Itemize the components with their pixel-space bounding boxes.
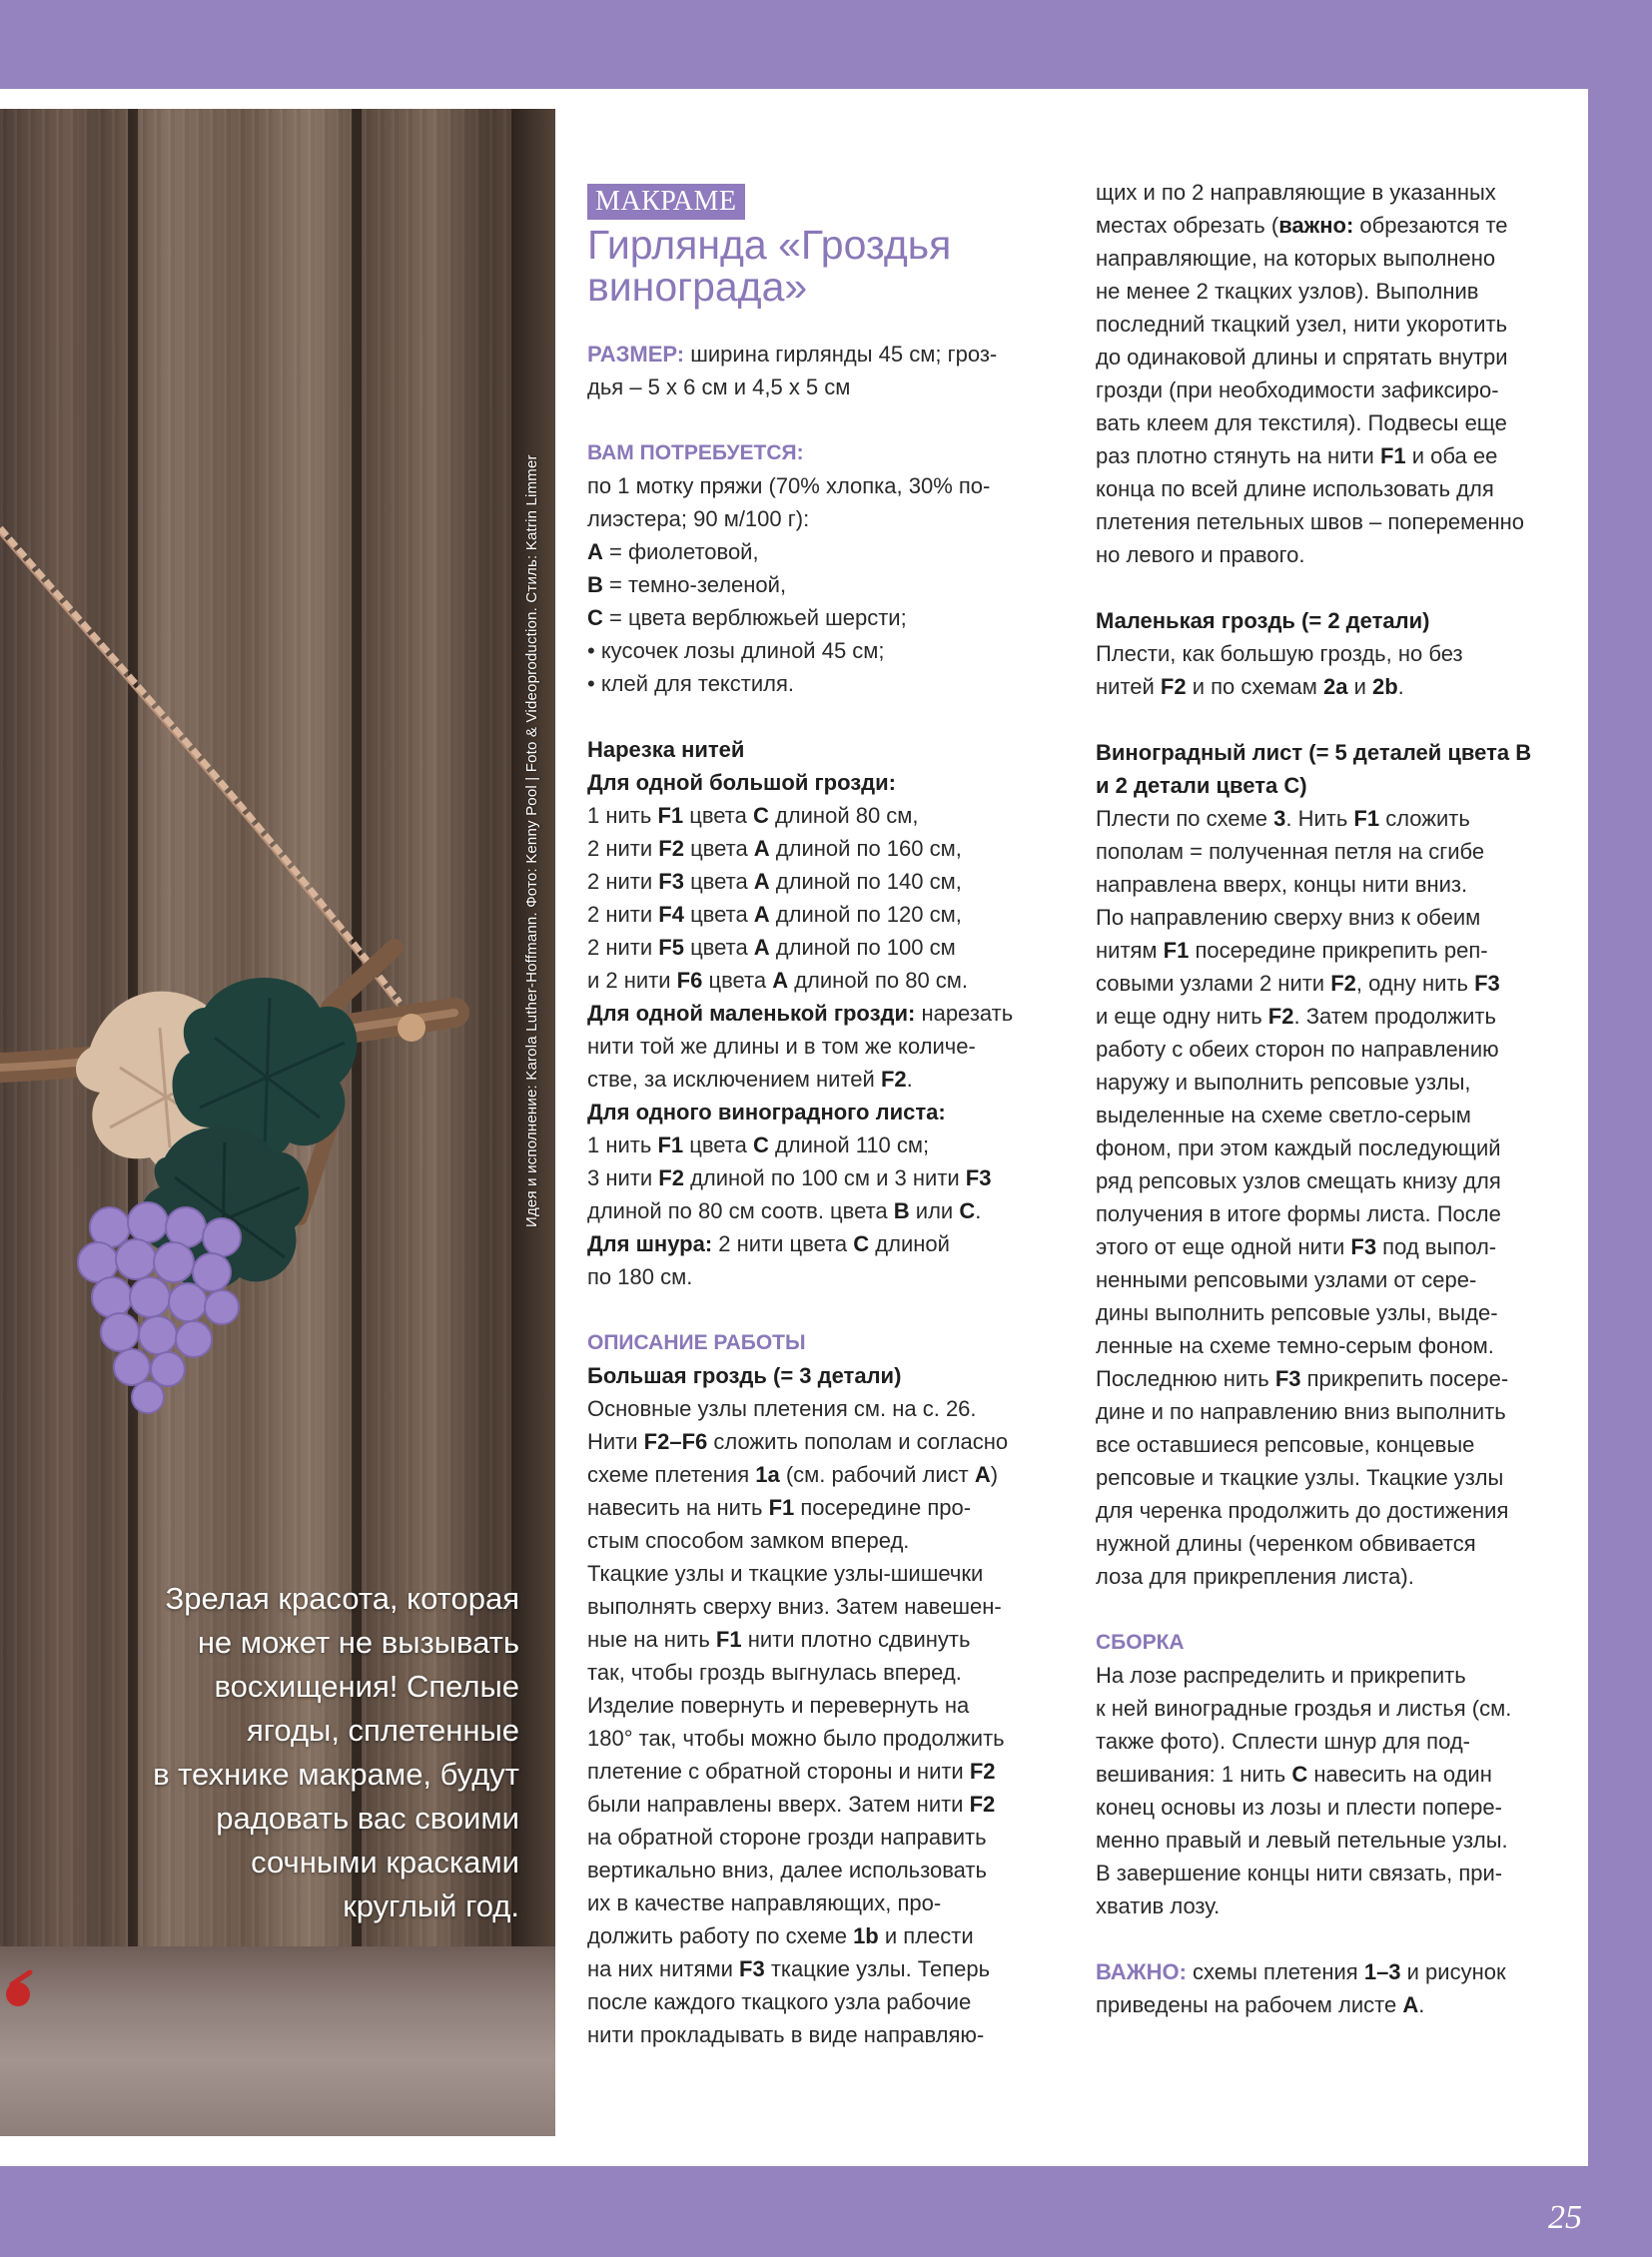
color-item: B = темно-зеленой, [587,572,787,597]
magazine-page [0,89,1588,2166]
thread-line: 2 нити F4 цвета A длиной по 120 см, [587,902,962,927]
color-item: C = цвета верблюжьей шерсти; [587,605,907,630]
important-note: ВАЖНО: схемы плетения 1–3 и рисунок [1096,1959,1506,1984]
product-photo: Зрелая красота, которая не может не вызывать восхищения! Спелые ягоды, сплетенные в технике макраме, будут радовать вас своими сочными красками круглый год. Идея и исполнение: Karola Luther-Hoffmann. Фото: Kenny Pool | Fotо & Videoproduction. Стиль: Katrin Limmer [0,109,555,2136]
red-bead [6,1982,30,2006]
leaf-heading: Виноградный лист (= 5 деталей цвета B [1096,740,1532,765]
color-item: A = фиолетовой, [587,539,759,564]
thread-line: 2 нити F2 цвета A длиной по 160 см, [587,836,962,861]
assembly-heading: СБОРКА [1096,1631,1185,1654]
text-column-left: МАКРАМЕ Гирлянда «Гроздья винограда» РАЗМЕР: ширина гирлянды 45 см; гроз- дья – 5 х 6 см и 4,5 х 5 см ВАМ ПОТРЕБУЕТСЯ: по 1 мотку пряжи (70% хлопка, 30% по- лиэстера; 90 м/100 г): A = фиолетовой, B = темно-зеленой, C = цвета верблюжьей шерсти; • кусочек лозы длиной 45 см; • клей для текстиля. Нарезка нитей Для одной большой грозди: 1 нить F1 цвета C длиной 80 см, 2 нити F2 цвета A длиной по 160 см, 2 нити F3 цвета A длиной по 140 см, 2 нити F4 цвета A длиной по 120 см, 2 нити F5 цвета A длиной по 100 см и 2 нити F6 цвета A длиной по 80 см. Для одной маленькой грозди: нарезать нити той же длины и в том же количе- стве, за исключением нитей F2. Для одного виноградного листа: 1 нить F1 цвета C длиной 110 см; 3 нити F2 длиной по 100 см и 3 нити F3 длиной по 80 см соотв. цвета B или C. Для шнура: 2 нити цвета C длиной по 180 см. ОПИСАНИЕ РАБОТЫ Большая гроздь (= 3 детали) Основные узлы плетения см. на с. 26. Нити F2–F6 сложить пополам и согласно схеме плетения 1a (см. рабочий лист A) навесить на нить F1 посередине про- стым способом замком вперед. Ткацкие узлы и ткацкие узлы-шишечки выполнять сверху вниз. Затем навешен- ные на нить F1 нити плотно сдвинуть так, чтобы гроздь выгнулась вперед. Изделие повернуть и перевернуть на 180° так, чтобы можно было продолжить плетение с обратной стороны и нити F2 были направлены вверх. Затем нити F2 на обратной стороне грозди направить вертикально вниз, далее использовать их в качестве направляющих, про- должить работу по схеме 1b и плести на них нитями F3 ткацкие узлы. Теперь после каждого ткацкого узла рабочие нити прокладывать в виде направляю- [587,184,1073,2051]
thread-line: 1 нить F1 цвета C длиной 80 см, [587,803,919,828]
cutting-heading: Нарезка нитей [587,737,745,762]
photo-caption: Зрелая красота, которая не может не вызывать восхищения! Спелые ягоды, сплетенные в технике макраме, будут радовать вас своими сочными красками круглый год. [153,1581,519,1923]
page-number: 25 [1548,2199,1582,2236]
thread-line: и 2 нити F6 цвета A длиной по 80 см. [587,968,969,993]
section-tag: МАКРАМЕ [587,184,745,220]
text-column-right: щих и по 2 направляющие в указанных местах обрезать (важно: обрезаются те направляющие, на которых выполнено не менее 2 ткацких узлов). Выполнив последний ткацкий узел, нити укоротить до одинаковой длины и спрятать внутри грозди (при необходимости зафиксиро- вать клеем для текстиля). Подвесы еще раз плотно стянуть на нити F1 и оба ее конца по всей длине использовать для плетения петельных швов – попеременно но левого и правого. Маленькая гроздь (= 2 детали) Плести, как большую гроздь, но без нитей F2 и по схемам 2a и 2b. Виноградный лист (= 5 деталей цвета B и 2 детали цвета C) Плести по схеме 3. Нить F1 сложить пополам = полученная петля на сгибе направлена вверх, концы нити вниз. По направлению сверху вниз к обеим нитям F1 посередине прикрепить реп- совыми узлами 2 нити F2, одну нить F3 и еще одну нить F2. Затем продолжить работу с обеих сторон по направлению наружу и выполнить репсовые узлы, выделенные на схеме светло-серым фоном, при этом каждый последующий ряд репсовых узлов смещать книзу для получения в итоге формы листа. После этого от еще одной нити F3 под выпол- ненными репсовыми узлами от сере- дины выполнить репсовые узлы, выде- ленные на схеме темно-серым фоном. Последнюю нить F3 прикрепить посере- дине и по направлению вниз выполнить все оставшиеся репсовые, концевые репсовые и ткацкие узлы. Ткацкие узлы для черенка продолжить до достижения нужной длины (черенком обвивается лоза для прикрепления листа). СБОРКА На лозе распределить и прикрепить к ней виноградные гроздья и листья (см. также фото). Сплести шнур для под- вешивания: 1 нить C навесить на один конец основы из лозы и плести попере- менно правый и левый петельные узлы. В завершение концы нити связать, при- хватив лозу. ВАЖНО: схемы плетения 1–3 и рисунок приведены на рабочем листе A. [1096,176,1575,2021]
work-heading: ОПИСАНИЕ РАБОТЫ [587,1331,806,1354]
grape-bunch [78,1202,241,1413]
materials-heading: ВАМ ПОТРЕБУЕТСЯ: [587,441,804,464]
size-line: РАЗМЕР: ширина гирлянды 45 см; гроз- [587,342,998,367]
thread-line: 2 нити F5 цвета A длиной по 100 см [587,935,956,960]
small-bunch-heading: Маленькая гроздь (= 2 детали) [1096,608,1430,633]
article-title: Гирлянда «Гроздья винограда» [587,222,952,310]
thread-line: 2 нити F3 цвета A длиной по 140 см, [587,869,962,894]
